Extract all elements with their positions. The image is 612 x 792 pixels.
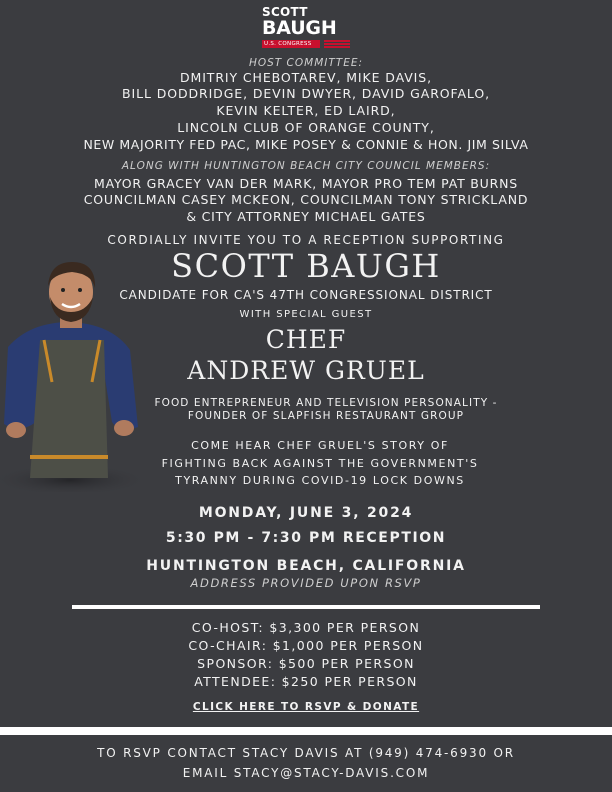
logo-stripe (324, 40, 350, 42)
guest-intro: WITH SPECIAL GUEST (239, 309, 373, 320)
story-line: FIGHTING BACK AGAINST THE GOVERNMENT'S (161, 457, 479, 470)
story-line: COME HEAR CHEF GRUEL'S STORY OF (191, 439, 449, 452)
guest-name: ANDREW GRUEL (187, 356, 425, 385)
host-committee-line: DMITRIY CHEBOTAREV, MIKE DAVIS, (180, 70, 432, 85)
campaign-logo (262, 6, 352, 50)
council-heading: ALONG WITH HUNTINGTON BEACH CITY COUNCIL MEMBERS: (121, 160, 491, 172)
contact-footer (0, 736, 612, 792)
host-committee-line: NEW MAJORITY FED PAC, MIKE POSEY & CONNIE & HON. JIM SILVA (83, 137, 529, 152)
invite-intro: CORDIALLY INVITE YOU TO A RECEPTION SUPPORTING (107, 233, 505, 247)
tier-cochair: CO-CHAIR: $1,000 PER PERSON (188, 638, 424, 653)
host-committee-line: BILL DODDRIDGE, DEVIN DWYER, DAVID GAROFALO, (122, 86, 490, 101)
guest-description: FOUNDER OF SLAPFISH RESTAURANT GROUP (187, 410, 465, 422)
guest-description: FOOD ENTREPRENEUR AND TELEVISION PERSONALITY - (154, 397, 498, 409)
event-time: 5:30 PM - 7:30 PM RECEPTION (165, 530, 447, 546)
host-committee-heading: HOST COMMITTEE: (248, 57, 364, 69)
story-line: TYRANNY DURING COVID-19 LOCK DOWNS (175, 474, 465, 487)
tier-sponsor: SPONSOR: $500 PER PERSON (197, 656, 415, 671)
divider (72, 605, 540, 609)
event-location: HUNTINGTON BEACH, CALIFORNIA (146, 558, 466, 574)
event-date: MONDAY, JUNE 3, 2024 (198, 505, 414, 521)
rsvp-donate-link[interactable]: CLICK HERE TO RSVP & DONATE (192, 701, 420, 713)
logo-tag: U.S. CONGRESS (264, 41, 312, 47)
address-note: ADDRESS PROVIDED UPON RSVP (190, 576, 422, 590)
host-committee-line: KEVIN KELTER, ED LAIRD, (216, 103, 396, 118)
candidate-subtitle: CANDIDATE FOR CA'S 47TH CONGRESSIONAL DISTRICT (119, 288, 493, 302)
council-line: MAYOR GRACEY VAN DER MARK, MAYOR PRO TEM PAT BURNS (94, 176, 518, 191)
logo-first-name: SCOTT (262, 5, 308, 19)
council-line: & CITY ATTORNEY MICHAEL GATES (186, 209, 426, 224)
guest-title: CHEF (265, 325, 347, 354)
chef-photo (0, 252, 150, 492)
contact-line: TO RSVP CONTACT STACY DAVIS AT (949) 474-6930 OR (97, 746, 515, 760)
tier-cohost: CO-HOST: $3,300 PER PERSON (191, 620, 421, 635)
logo-stripe (324, 43, 350, 45)
tier-attendee: ATTENDEE: $250 PER PERSON (194, 674, 418, 689)
logo-tag-bar (262, 40, 320, 48)
footer-divider (0, 727, 612, 735)
contact-email: EMAIL STACY@STACY-DAVIS.COM (182, 766, 430, 780)
logo-last-name: BAUGH (262, 17, 337, 39)
council-line: COUNCILMAN CASEY MCKEON, COUNCILMAN TONY STRICKLAND (83, 192, 529, 207)
logo-stripe (324, 46, 350, 48)
candidate-name: SCOTT BAUGH (171, 247, 441, 285)
host-committee-line: LINCOLN CLUB OF ORANGE COUNTY, (177, 120, 435, 135)
